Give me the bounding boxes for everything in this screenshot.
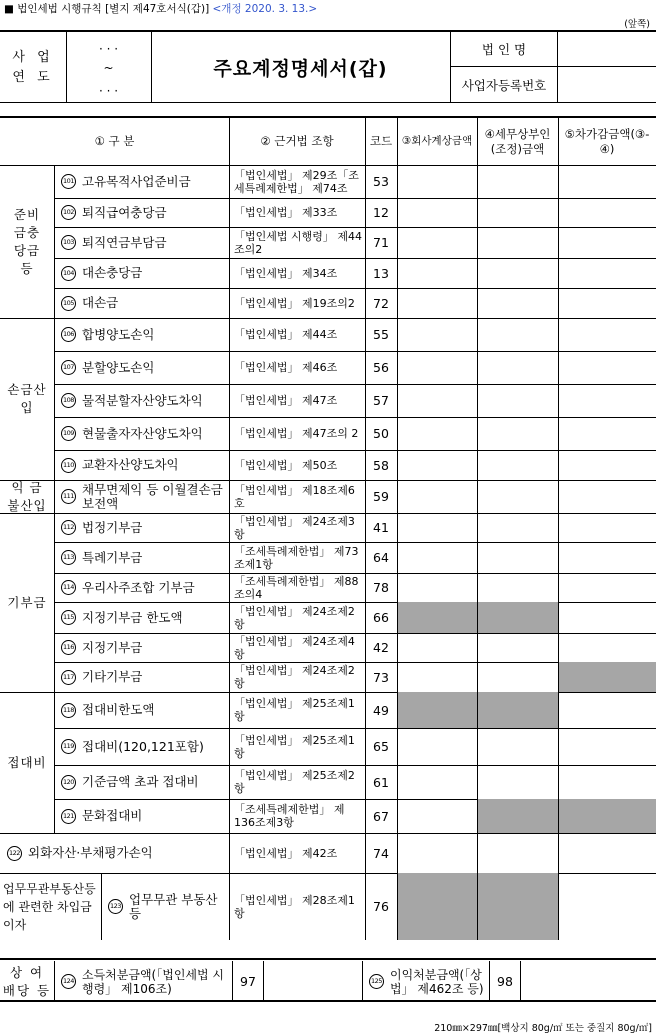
code-cell: 61: [373, 774, 389, 790]
code-cell: 57: [373, 393, 389, 408]
difference-amount-102-field[interactable]: [559, 198, 656, 227]
row-item-107: [55, 351, 229, 384]
law-reference: 「법인세법」 제50조: [234, 458, 338, 472]
item-label: 접대비한도액: [82, 702, 155, 717]
circled-number: 114: [61, 580, 76, 595]
code-cell: 72: [373, 295, 389, 311]
group-label-3: 기부금: [7, 594, 47, 610]
circled-number: 107: [61, 360, 76, 375]
code-cell: 49: [373, 702, 389, 718]
code-cell: 55: [373, 327, 389, 342]
item-label: 고유목적사업준비금: [82, 173, 191, 189]
code-cell: 13: [373, 265, 389, 281]
biz-reg-no-field[interactable]: [558, 67, 656, 103]
row-item-103: [55, 227, 229, 258]
item-label: 퇴직급여충당금: [82, 204, 167, 220]
adjusted-amount-110-field[interactable]: [478, 450, 558, 480]
circled-number: 104: [61, 266, 76, 281]
row-item-114: [55, 573, 229, 602]
law-reference: 「법인세법」 제47조: [234, 394, 338, 407]
company-amount-109-field[interactable]: [398, 417, 477, 450]
company-amount-114-field[interactable]: [398, 573, 477, 602]
difference-amount-111-field[interactable]: [559, 480, 656, 513]
law-reference: 「법인세법」 제25조제1항: [234, 733, 355, 760]
corp-name-label: 법 인 명: [481, 42, 527, 57]
company-amount-103-field[interactable]: [398, 227, 477, 258]
circled-number: 101: [61, 174, 76, 189]
row-item-109: [55, 417, 229, 450]
accounts-table: [0, 116, 656, 960]
circled-number: 112: [61, 520, 76, 535]
law-reference: 「법인세법」 제34조: [234, 266, 338, 280]
group-label-4: 접대비: [7, 754, 47, 770]
circled-number: 102: [61, 205, 76, 220]
law-reference: 「법인세법」 제42조: [234, 846, 338, 860]
item-label: 현물출자자산양도차익: [82, 425, 203, 441]
item-label: 대손금: [82, 295, 119, 310]
corp-name-field[interactable]: [558, 32, 656, 66]
front-page-label: (앞쪽): [624, 19, 650, 30]
col-law-header: ② 근거법 조항: [260, 134, 334, 148]
col-company-amount-header: ③회사계상금액: [401, 135, 473, 147]
adjusted-amount-116-field[interactable]: [478, 633, 558, 662]
code-profit-disposal: 98: [497, 974, 513, 989]
company-amount-107-field[interactable]: [398, 351, 477, 384]
row-item-115: [55, 602, 229, 633]
row-item-117: [55, 662, 229, 692]
business-year-label: 사 업 연 도: [12, 49, 54, 85]
adjusted-amount-108-field[interactable]: [478, 384, 558, 417]
law-reference: 「법인세법」 제47조의 2: [234, 427, 359, 440]
law-reference: 「법인세법」 제44조: [234, 328, 338, 341]
law-reference: 「조세특례제한법」 제88조의4: [234, 574, 359, 601]
form-reference: ■ 법인세법 시행규칙 [별지 제47호서식(갑)] <개정 2020. 3. 13.>: [4, 3, 318, 15]
adjusted-amount-107-field[interactable]: [478, 351, 558, 384]
company-amount-104-field[interactable]: [398, 258, 477, 288]
company-amount-113-field[interactable]: [398, 542, 477, 573]
difference-amount-108-field[interactable]: [559, 384, 656, 417]
circled-number: 113: [61, 550, 76, 565]
circled-number: 119: [61, 739, 76, 754]
difference-amount-110-field[interactable]: [559, 450, 656, 480]
item-label: 우리사주조합 기부금: [82, 579, 195, 595]
code-cell: 66: [373, 610, 389, 625]
law-reference: 「법인세법」 제25조제2항: [234, 769, 355, 795]
code-cell: 78: [373, 580, 389, 595]
item-label: 지정기부금 한도액: [82, 609, 183, 625]
law-reference: 「법인세법 시행령」 제44조의2: [234, 229, 362, 256]
circled-number: 124: [61, 974, 76, 989]
paper-spec: 210㎜×297㎜[백상지 80g/㎡ 또는 중질지 80g/㎡]: [434, 1023, 652, 1034]
item-label: 합병양도손익: [82, 326, 155, 342]
row-item-106: [55, 318, 229, 351]
income-disposal-label: 소득처분금액(「법인세법 시행령」 제106조): [82, 967, 225, 996]
bonus-dividend-table: [0, 961, 656, 1002]
code-cell: 56: [373, 360, 389, 375]
item-label: 특례기부금: [82, 549, 143, 565]
difference-amount-105-field[interactable]: [559, 288, 656, 318]
law-reference: 「법인세법」 제24조제4항: [234, 634, 355, 661]
col-adjusted-amount-header: ④세무상부인(조정)금액: [484, 126, 551, 156]
business-year-range[interactable]: · · · ~ · · ·: [98, 42, 119, 98]
row-item-102: [55, 198, 229, 227]
difference-amount-116-field[interactable]: [559, 633, 656, 662]
row-item-122: [1, 833, 229, 873]
adjusted-amount-104-field[interactable]: [478, 258, 558, 288]
company-amount-102-field[interactable]: [398, 198, 477, 227]
revision-date: <개정 2020. 3. 13.>: [212, 3, 318, 15]
group-label-2: 익 금 불산입: [7, 479, 47, 513]
difference-amount-104-field[interactable]: [559, 258, 656, 288]
adjusted-amount-111-field[interactable]: [478, 480, 558, 513]
row-item-101: [55, 165, 229, 198]
circled-number: 125: [369, 974, 384, 989]
circled-number: 115: [61, 610, 76, 625]
adjusted-amount-122-field[interactable]: [478, 833, 558, 873]
law-reference: 「법인세법」 제24조제2항: [234, 604, 355, 631]
circled-number: 108: [61, 393, 76, 408]
company-amount-106-field[interactable]: [398, 318, 477, 351]
item-label: 지정기부금: [82, 639, 143, 655]
row-item-110: [55, 450, 229, 480]
adjusted-amount-117-field[interactable]: [478, 662, 558, 692]
code-cell: 73: [373, 669, 389, 685]
law-reference: 「법인세법」 제19조의2: [234, 296, 355, 310]
difference-amount-115-field[interactable]: [559, 602, 656, 633]
row-item-112: [55, 513, 229, 542]
company-amount-117-field[interactable]: [398, 662, 477, 692]
code-cell: 12: [373, 205, 389, 220]
group-label-0: 준비금충당금등: [13, 206, 41, 276]
row-item-116: [55, 633, 229, 662]
code-cell: 58: [373, 457, 389, 473]
row-item-113: [55, 542, 229, 573]
adjusted-amount-102-field[interactable]: [478, 198, 558, 227]
code-cell: 53: [373, 174, 389, 189]
circled-number: 120: [61, 775, 76, 790]
item-label: 대손충당금: [82, 265, 143, 280]
col-division-header: ① 구 분: [94, 134, 135, 148]
code-cell: 76: [373, 899, 389, 914]
adjusted-amount-106-field[interactable]: [478, 318, 558, 351]
group-label-1: 손금산입: [7, 382, 47, 415]
item-label: 퇴직연금부담금: [82, 234, 167, 250]
circled-number: 116: [61, 640, 76, 655]
difference-amount-112-field[interactable]: [559, 513, 656, 542]
profit-disposal-amount[interactable]: [521, 961, 656, 1002]
code-income-disposal: 97: [240, 974, 256, 989]
biz-reg-no-label: 사업자등록번호: [461, 78, 547, 93]
company-amount-108-field[interactable]: [398, 384, 477, 417]
item-label: 접대비(120,121포함): [82, 738, 204, 754]
difference-amount-101-field[interactable]: [559, 165, 656, 198]
circled-number: 103: [61, 235, 76, 250]
company-amount-111-field[interactable]: [398, 480, 477, 513]
law-reference: 「법인세법」 제18조제6호: [234, 483, 355, 510]
col-code-header: 코드: [369, 134, 393, 148]
profit-disposal-label: 이익처분금액(「상법」 제462조 등): [390, 967, 484, 996]
col-difference-header: ⑤차가감금액(③-④): [564, 126, 650, 156]
company-amount-116-field[interactable]: [398, 633, 477, 662]
code-cell: 59: [373, 489, 389, 504]
difference-amount-109-field[interactable]: [559, 417, 656, 450]
item-label: 외화자산·부채평가손익: [28, 845, 153, 860]
adjusted-amount-103-field[interactable]: [478, 227, 558, 258]
adjusted-amount-101-field[interactable]: [478, 165, 558, 198]
item-label: 채무면제익 등 이월결손금 보전액: [82, 481, 223, 511]
company-amount-101-field[interactable]: [398, 165, 477, 198]
row-item-123: [102, 873, 229, 940]
circled-number: 121: [61, 809, 76, 824]
row-item-118: [55, 692, 229, 728]
law-reference: 「법인세법」 제29조「조세특례제한법」 제74조: [234, 168, 359, 195]
circled-number: 123: [108, 899, 123, 914]
difference-amount-107-field[interactable]: [559, 351, 656, 384]
code-cell: 67: [373, 808, 389, 824]
law-reference: 「법인세법」 제25조제1항: [234, 697, 355, 723]
item-label: 법정기부금: [82, 519, 143, 535]
difference-amount-119-field[interactable]: [559, 728, 656, 765]
row-item-121: [55, 799, 229, 833]
difference-amount-106-field[interactable]: [559, 318, 656, 351]
circled-number: 110: [61, 458, 76, 473]
adjusted-amount-120-field[interactable]: [478, 765, 558, 799]
code-cell: 65: [373, 739, 389, 754]
law-reference: 「법인세법」 제24조제2항: [234, 664, 355, 690]
group-label-5: 업무무관부동산등에 관련한 차입금이자: [3, 881, 96, 932]
item-label: 문화접대비: [82, 808, 143, 823]
adjusted-amount-112-field[interactable]: [478, 513, 558, 542]
row-item-105: [55, 288, 229, 318]
item-label: 교환자산양도차익: [82, 457, 179, 472]
form-header: [0, 30, 656, 103]
circled-number: 118: [61, 703, 76, 718]
company-amount-121-field[interactable]: [398, 799, 477, 833]
form-title: 주요계정명세서(갑): [213, 58, 388, 80]
adjusted-amount-109-field[interactable]: [478, 417, 558, 450]
difference-amount-120-field[interactable]: [559, 765, 656, 799]
company-amount-119-field[interactable]: [398, 728, 477, 765]
law-reference: 「법인세법」 제33조: [234, 206, 338, 219]
code-cell: 71: [373, 235, 389, 250]
difference-amount-103-field[interactable]: [559, 227, 656, 258]
circled-number: 109: [61, 426, 76, 441]
row-item-120: [55, 765, 229, 799]
company-amount-122-field[interactable]: [398, 833, 477, 873]
circled-number: 111: [61, 489, 76, 504]
adjusted-amount-113-field[interactable]: [478, 542, 558, 573]
company-amount-110-field[interactable]: [398, 450, 477, 480]
adjusted-amount-114-field[interactable]: [478, 573, 558, 602]
item-label: 기타기부금: [82, 669, 143, 684]
company-amount-105-field[interactable]: [398, 288, 477, 318]
code-cell: 64: [373, 550, 389, 565]
code-cell: 74: [373, 845, 389, 861]
company-amount-112-field[interactable]: [398, 513, 477, 542]
code-cell: 42: [373, 640, 389, 655]
circled-number: 105: [61, 296, 76, 311]
row-item-108: [55, 384, 229, 417]
item-label: 기준금액 초과 접대비: [82, 774, 199, 789]
item-label: 물적분할자산양도차익: [82, 392, 203, 408]
difference-amount-113-field[interactable]: [559, 542, 656, 573]
adjusted-amount-105-field[interactable]: [478, 288, 558, 318]
row-item-119: [55, 728, 229, 765]
difference-amount-123-field[interactable]: [559, 873, 656, 940]
circled-number: 106: [61, 327, 76, 342]
law-reference: 「법인세법」 제46조: [234, 361, 338, 374]
code-cell: 50: [373, 426, 389, 441]
law-reference: 「조세특례제한법」 제73조제1항: [234, 544, 359, 571]
bonus-dividend-label: 상 여 배당 등: [2, 964, 52, 998]
difference-amount-118-field[interactable]: [559, 692, 656, 728]
difference-amount-122-field[interactable]: [559, 833, 656, 873]
adjusted-amount-119-field[interactable]: [478, 728, 558, 765]
income-disposal-amount[interactable]: [264, 961, 362, 1002]
circled-number: 122: [7, 846, 22, 861]
row-item-111: [55, 480, 229, 513]
item-label: 업무무관 부동산 등: [129, 891, 218, 921]
law-reference: 「조세특례제한법」 제136조제3항: [234, 803, 345, 829]
circled-number: 117: [61, 670, 76, 685]
law-reference: 「법인세법」 제28조제1항: [234, 893, 355, 920]
code-cell: 41: [373, 520, 389, 535]
item-label: 분할양도손익: [82, 359, 155, 375]
law-reference: 「법인세법」 제24조제3항: [234, 514, 355, 541]
row-item-104: [55, 258, 229, 288]
company-amount-120-field[interactable]: [398, 765, 477, 799]
difference-amount-114-field[interactable]: [559, 573, 656, 602]
